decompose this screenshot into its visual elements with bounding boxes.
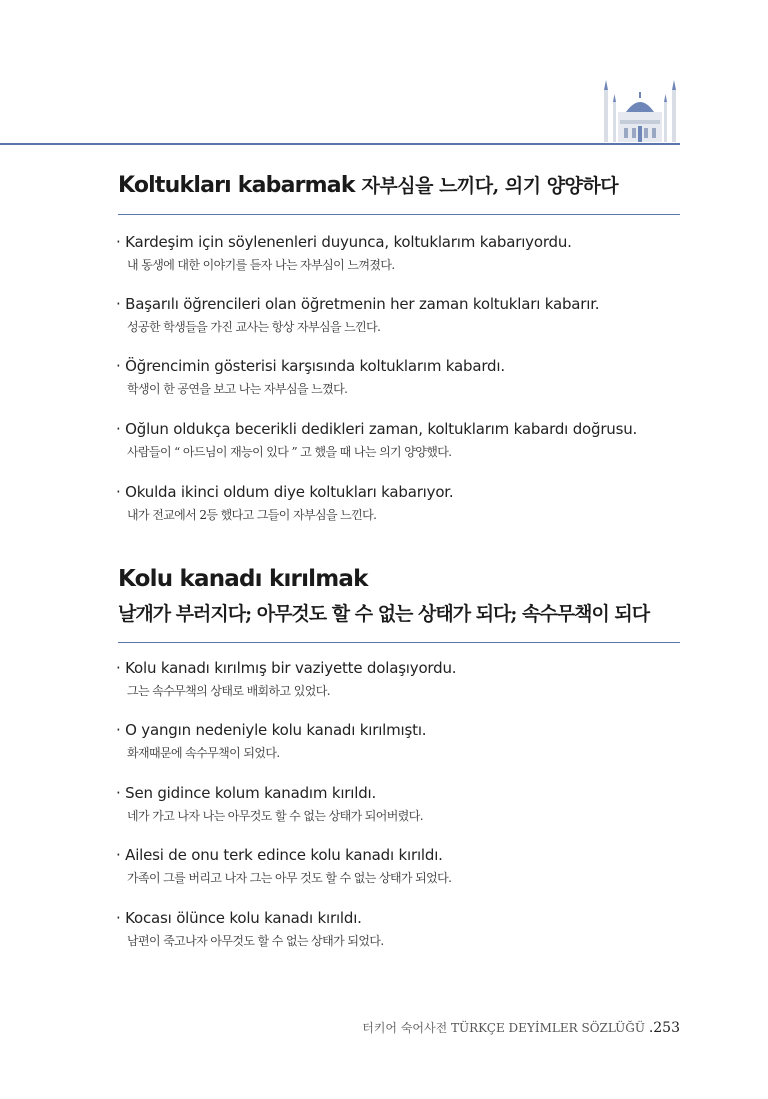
example-item — [116, 295, 686, 335]
example-item — [116, 846, 686, 886]
example-tr: · O yangın nedeniyle kolu kanadı kırılmıştı. — [116, 721, 427, 739]
example-ko: 그는 속수무책의 상태로 배회하고 있었다. — [127, 684, 330, 698]
example-item — [116, 357, 686, 397]
example-ko: 남편이 죽고나자 아무것도 할 수 없는 상태가 되었다. — [127, 934, 384, 948]
example-ko: 사람들이 “ 아드님이 재능이 있다 ” 고 했을 때 나는 의기 양양했다. — [127, 445, 452, 459]
example-item — [116, 909, 686, 949]
header-rule — [0, 143, 680, 145]
example-ko: 내 동생에 대한 이야기를 듣자 나는 자부심이 느껴졌다. — [127, 258, 395, 272]
example-tr: · Okulda ikinci oldum diye koltukları kabarıyor. — [116, 483, 454, 501]
page-number: .253 — [648, 1020, 680, 1036]
example-item — [116, 784, 686, 824]
example-tr: · Kocası ölünce kolu kanadı kırıldı. — [116, 909, 362, 927]
section-1-title-tr: Koltukları kabarmak — [118, 173, 355, 198]
section-2-title-tr: Kolu kanadı kırılmak — [118, 566, 368, 592]
example-ko: 성공한 학생들을 가진 교사는 항상 자부심을 느낀다. — [127, 320, 381, 334]
example-item — [116, 721, 686, 761]
mosque-icon — [598, 78, 682, 144]
example-ko: 내가 전교에서 2등 했다고 그들이 자부심을 느낀다. — [127, 508, 377, 522]
section-1-title-ko: 자부심을 느끼다, 의기 양양하다 — [361, 175, 619, 197]
example-tr: · Oğlun oldukça becerikli dedikleri zaman, koltuklarım kabardı doğrusu. — [116, 420, 638, 438]
page-footer — [362, 1019, 680, 1036]
example-tr: · Kardeşim için söylenenleri duyunca, koltuklarım kabarıyordu. — [116, 233, 572, 251]
example-tr: · Kolu kanadı kırılmış bir vaziyette dolaşıyordu. — [116, 659, 457, 677]
example-item — [116, 483, 686, 523]
footer-text: 터키어 숙어사전 TÜRKÇE DEYİMLER SÖZLÜĞÜ — [362, 1021, 645, 1035]
section-title-1 — [118, 171, 618, 198]
example-ko: 화재때문에 속수무책이 되었다. — [127, 746, 280, 760]
section-2-rule — [118, 642, 680, 643]
example-item — [116, 659, 686, 699]
example-tr: · Öğrencimin gösterisi karşısında koltuklarım kabardı. — [116, 357, 505, 375]
example-item — [116, 233, 686, 273]
example-tr: · Sen gidince kolum kanadım kırıldı. — [116, 784, 377, 802]
example-ko: 학생이 한 공연을 보고 나는 자부심을 느꼈다. — [127, 382, 348, 396]
example-ko: 가족이 그를 버리고 나자 그는 아무 것도 할 수 없는 상태가 되었다. — [127, 871, 452, 885]
section-2-title-ko: 날개가 부러지다; 아무것도 할 수 없는 상태가 되다; 속수무책이 되다 — [118, 603, 650, 625]
section-1-rule — [118, 214, 680, 215]
example-tr: · Ailesi de onu terk edince kolu kanadı kırıldı. — [116, 846, 443, 864]
example-tr: · Başarılı öğrencileri olan öğretmenin her zaman koltukları kabarır. — [116, 295, 600, 313]
example-ko: 네가 가고 나자 나는 아무것도 할 수 없는 상태가 되어버렸다. — [127, 809, 423, 823]
example-item — [116, 420, 686, 460]
